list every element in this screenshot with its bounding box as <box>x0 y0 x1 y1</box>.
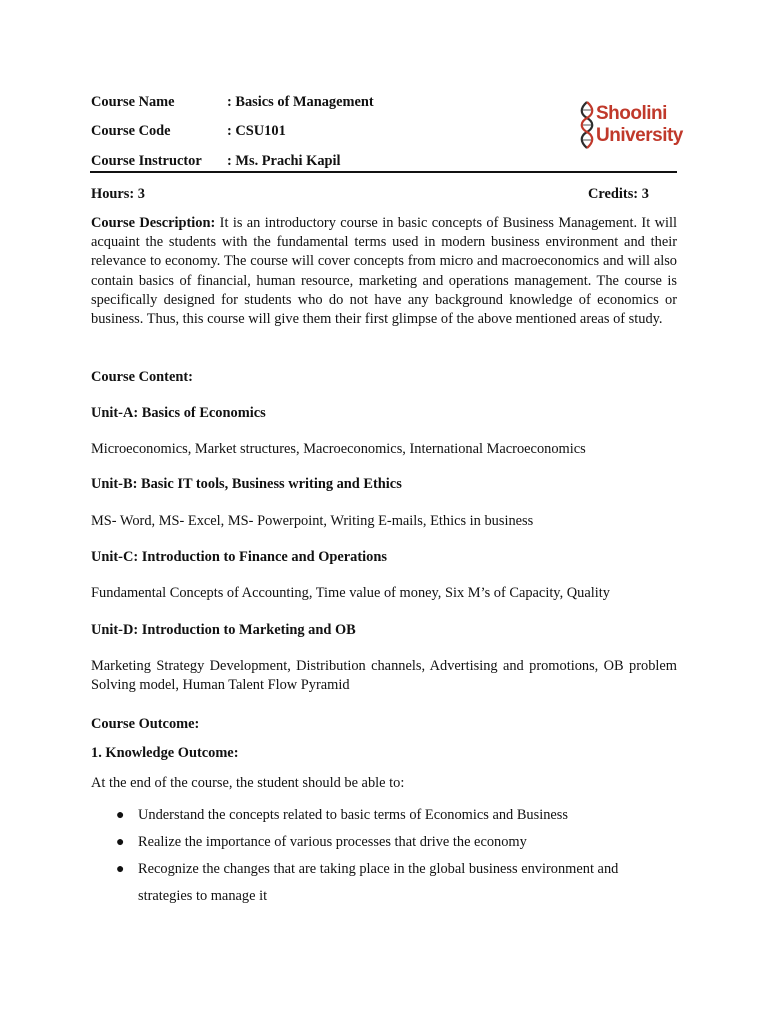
unit-b-title: Unit-B: Basic IT tools, Business writing and Ethics <box>91 476 402 492</box>
knowledge-outcome-heading: 1. Knowledge Outcome: <box>91 745 239 761</box>
list-item-text: Realize the importance of various processes that drive the economy <box>138 834 527 850</box>
unit-d-title: Unit-D: Introduction to Marketing and OB <box>91 622 356 638</box>
course-code-label: Course Code <box>91 123 171 139</box>
unit-a-body: Microeconomics, Market structures, Macroeconomics, International Macroeconomics <box>91 441 586 457</box>
course-name-value: : Basics of Management <box>227 94 374 110</box>
course-content-heading: Course Content: <box>91 369 193 385</box>
list-item <box>91 829 677 856</box>
logo-line-2: University <box>596 125 683 146</box>
unit-c-title: Unit-C: Introduction to Finance and Operations <box>91 549 387 565</box>
course-outcome-heading: Course Outcome: <box>91 716 200 732</box>
hours-text: Hours: 3 <box>91 186 145 202</box>
unit-a-title: Unit-A: Basics of Economics <box>91 405 266 421</box>
list-item-text: Recognize the changes that are taking place in the global business environment and strategies to manage it <box>138 861 619 904</box>
course-name-label: Course Name <box>91 94 175 110</box>
course-description-label: Course Description: <box>91 215 216 231</box>
list-item <box>91 856 677 910</box>
course-description-text: It is an introductory course in basic concepts of Business Management. It will acquaint the students with the fundamental terms used in modern business environment and their relevance to economy. The course will cover concepts from micro and macroeconomics and will also contain basics of financial, human resource, marketing and operations management. The course is specifically designed for students who do not have any background knowledge of economics or business. Thus, this course will give them their first glimpse of the above mentioned areas of study. <box>91 215 677 328</box>
list-item <box>91 802 677 829</box>
dna-helix-icon <box>578 100 596 152</box>
list-item-text: Understand the concepts related to basic terms of Economics and Business <box>138 807 569 823</box>
university-logo <box>578 98 683 154</box>
unit-c-body: Fundamental Concepts of Accounting, Time value of money, Six M’s of Capacity, Quality <box>91 585 610 601</box>
course-instructor-value: : Ms. Prachi Kapil <box>227 153 341 169</box>
bullet-icon: ● <box>116 862 125 877</box>
course-description <box>91 214 677 329</box>
logo-line-1: Shoolini <box>596 103 667 124</box>
unit-b-body: MS- Word, MS- Excel, MS- Powerpoint, Writing E-mails, Ethics in business <box>91 513 534 529</box>
outcome-intro: At the end of the course, the student should be able to: <box>91 775 405 791</box>
bullet-icon: ● <box>116 835 125 850</box>
bullet-icon: ● <box>116 808 125 823</box>
header-divider <box>90 171 677 173</box>
course-instructor-label: Course Instructor <box>91 153 202 169</box>
credits-text: Credits: 3 <box>588 186 649 202</box>
outcome-bullet-list <box>91 802 677 910</box>
course-code-value: : CSU101 <box>227 123 286 139</box>
unit-d-body: Marketing Strategy Development, Distribution channels, Advertising and promotions, OB problem Solving model, Human Talent Flow Pyramid <box>91 658 677 694</box>
